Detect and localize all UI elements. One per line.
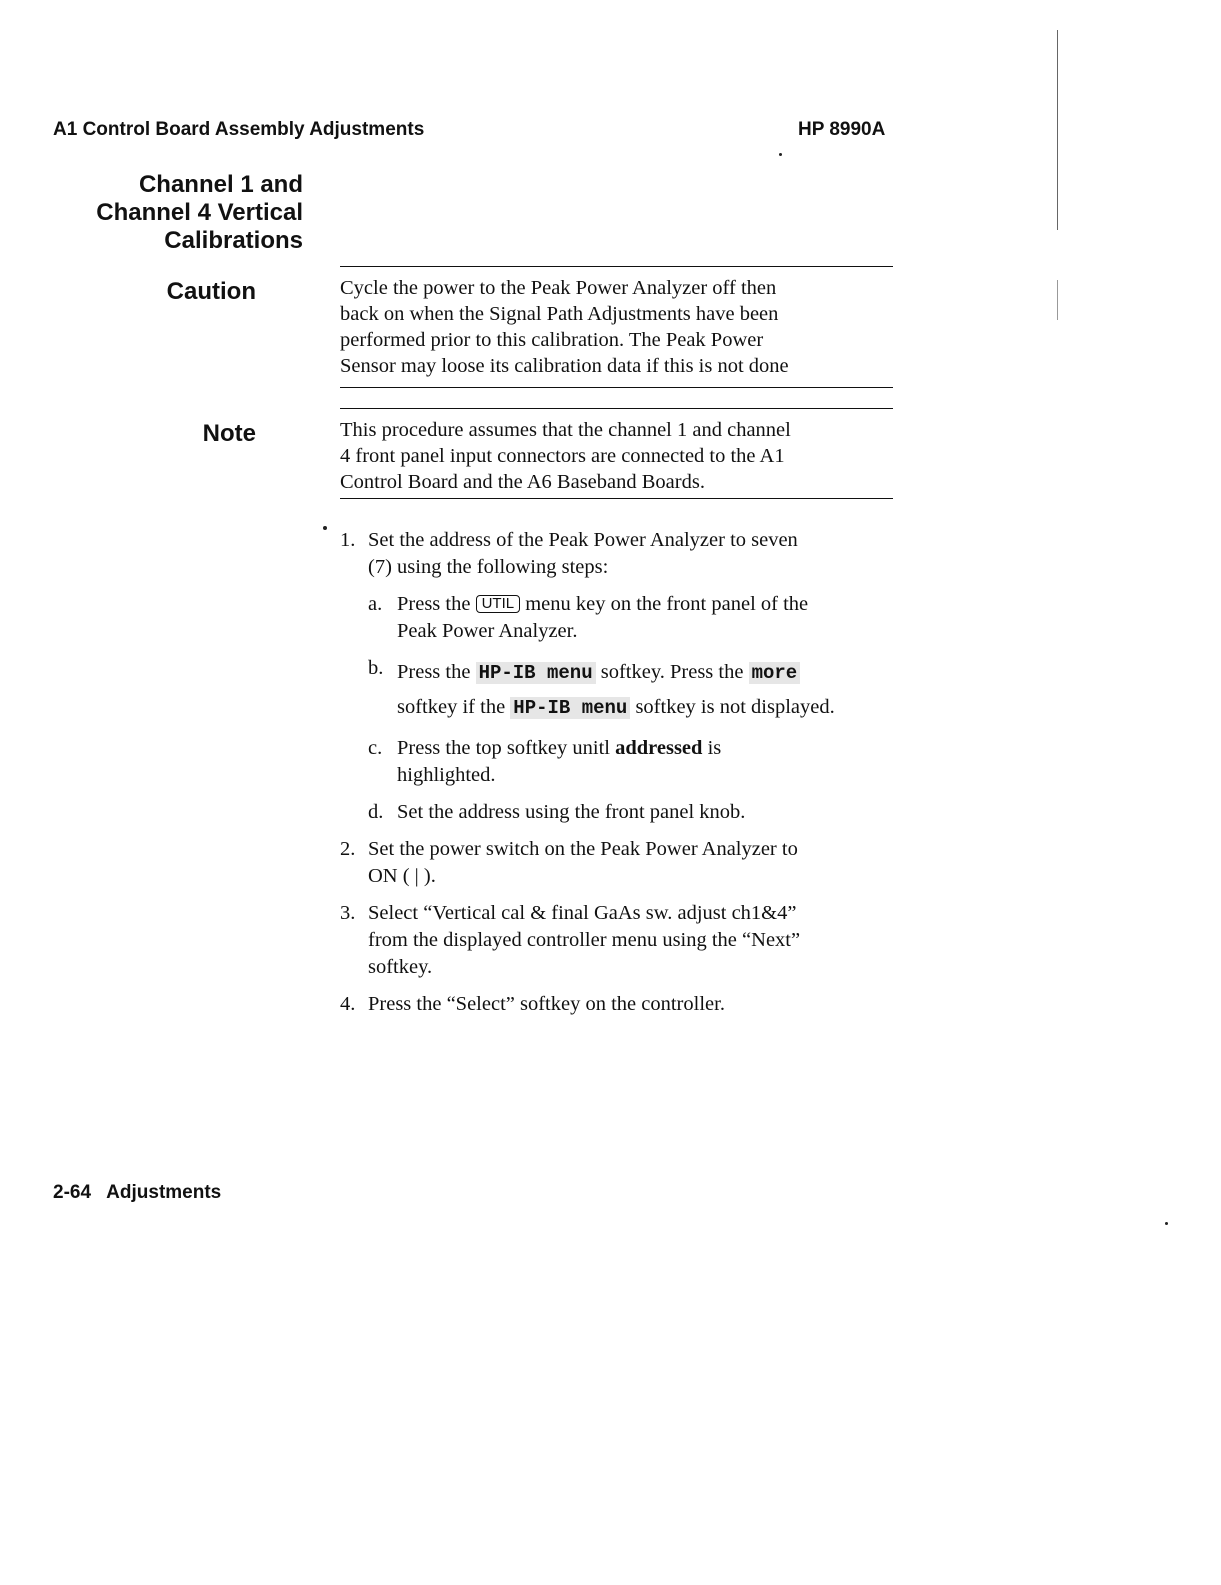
step-line: highlighted. [397, 764, 496, 786]
step-number: 3. [340, 902, 356, 924]
note-line: This procedure assumes that the channel 1 and channel [340, 419, 791, 441]
step-2 [340, 836, 910, 890]
procedure-steps [340, 527, 910, 1028]
section-heading-line: Calibrations [164, 227, 303, 254]
step-1b [368, 655, 910, 725]
note-label: Note [202, 420, 256, 447]
util-key-label: UTIL [476, 595, 521, 613]
step-line: Set the address of the Peak Power Analyzer to seven [368, 529, 798, 551]
step-line: from the displayed controller menu using the “Next” [368, 929, 801, 951]
step-1c [368, 735, 910, 789]
step-number: 2. [340, 838, 356, 860]
step-3 [340, 900, 910, 981]
running-header-model: HP 8990A [798, 119, 886, 140]
substep-letter: b. [368, 657, 384, 679]
substep-letter: c. [368, 737, 383, 759]
hpib-menu-softkey-label: HP-IB menu [510, 697, 630, 719]
scan-edge-line [1057, 280, 1058, 320]
note-bottom-rule [340, 498, 893, 499]
step-line: ON ( | ). [368, 865, 436, 887]
page-footer: 2-64 Adjustments [53, 1182, 222, 1203]
step-text: Press the [397, 661, 476, 683]
step-line [397, 735, 910, 762]
caution-bottom-rule [340, 387, 893, 388]
running-header-title: A1 Control Board Assembly Adjustments [53, 119, 425, 140]
section-heading [60, 171, 303, 255]
note-text [340, 417, 900, 495]
step-line: Set the power switch on the Peak Power Analyzer to [368, 838, 798, 860]
caution-text [340, 275, 900, 379]
step-line [397, 591, 910, 618]
step-line: Press the “Select” softkey on the controller. [368, 993, 725, 1015]
step-line: (7) using the following steps: [368, 556, 609, 578]
section-heading-line: Channel 4 Vertical [96, 199, 303, 226]
caution-line: Cycle the power to the Peak Power Analyzer off then [340, 277, 777, 299]
step-text: is [702, 737, 722, 759]
more-softkey-label: more [749, 662, 801, 684]
step-line [397, 655, 910, 690]
step-1 [340, 527, 910, 826]
step-line: Set the address using the front panel knob. [397, 801, 746, 823]
step-4 [340, 991, 910, 1018]
step-number: 4. [340, 993, 356, 1015]
substep-letter: d. [368, 801, 384, 823]
note-line: Control Board and the A6 Baseband Boards. [340, 471, 705, 493]
scan-speck [1165, 1222, 1168, 1225]
section-heading-line: Channel 1 and [138, 171, 303, 198]
step-line: Select “Vertical cal & final GaAs sw. adjust ch1&4” [368, 902, 797, 924]
caution-line: performed prior to this calibration. The Peak Power [340, 329, 764, 351]
step-text: Press the [397, 593, 476, 615]
scan-edge-line [1057, 30, 1058, 230]
hpib-menu-softkey-label: HP-IB menu [476, 662, 596, 684]
caution-line: back on when the Signal Path Adjustments have been [340, 303, 779, 325]
substep-letter: a. [368, 593, 383, 615]
note-top-rule [340, 408, 893, 409]
step-text: menu key on the front panel of the [520, 593, 809, 615]
step-text: softkey is not displayed. [630, 696, 835, 718]
step-text: Press the top softkey unitl [397, 737, 616, 759]
step-text: softkey if the [397, 696, 511, 718]
step-text: softkey. Press the [595, 661, 749, 683]
note-line: 4 front panel input connectors are connected to the A1 [340, 445, 785, 467]
step-line [397, 690, 910, 725]
step-number: 1. [340, 529, 356, 551]
scan-speck [779, 153, 782, 156]
step-line: Peak Power Analyzer. [397, 620, 578, 642]
addressed-keyword: addressed [615, 737, 703, 759]
step-1d [368, 799, 910, 826]
caution-label: Caution [166, 278, 256, 305]
caution-top-rule [340, 266, 893, 267]
caution-line: Sensor may loose its calibration data if this is not done [340, 355, 789, 377]
step-1a [368, 591, 910, 645]
step-line: softkey. [368, 956, 433, 978]
scan-speck [323, 526, 327, 530]
